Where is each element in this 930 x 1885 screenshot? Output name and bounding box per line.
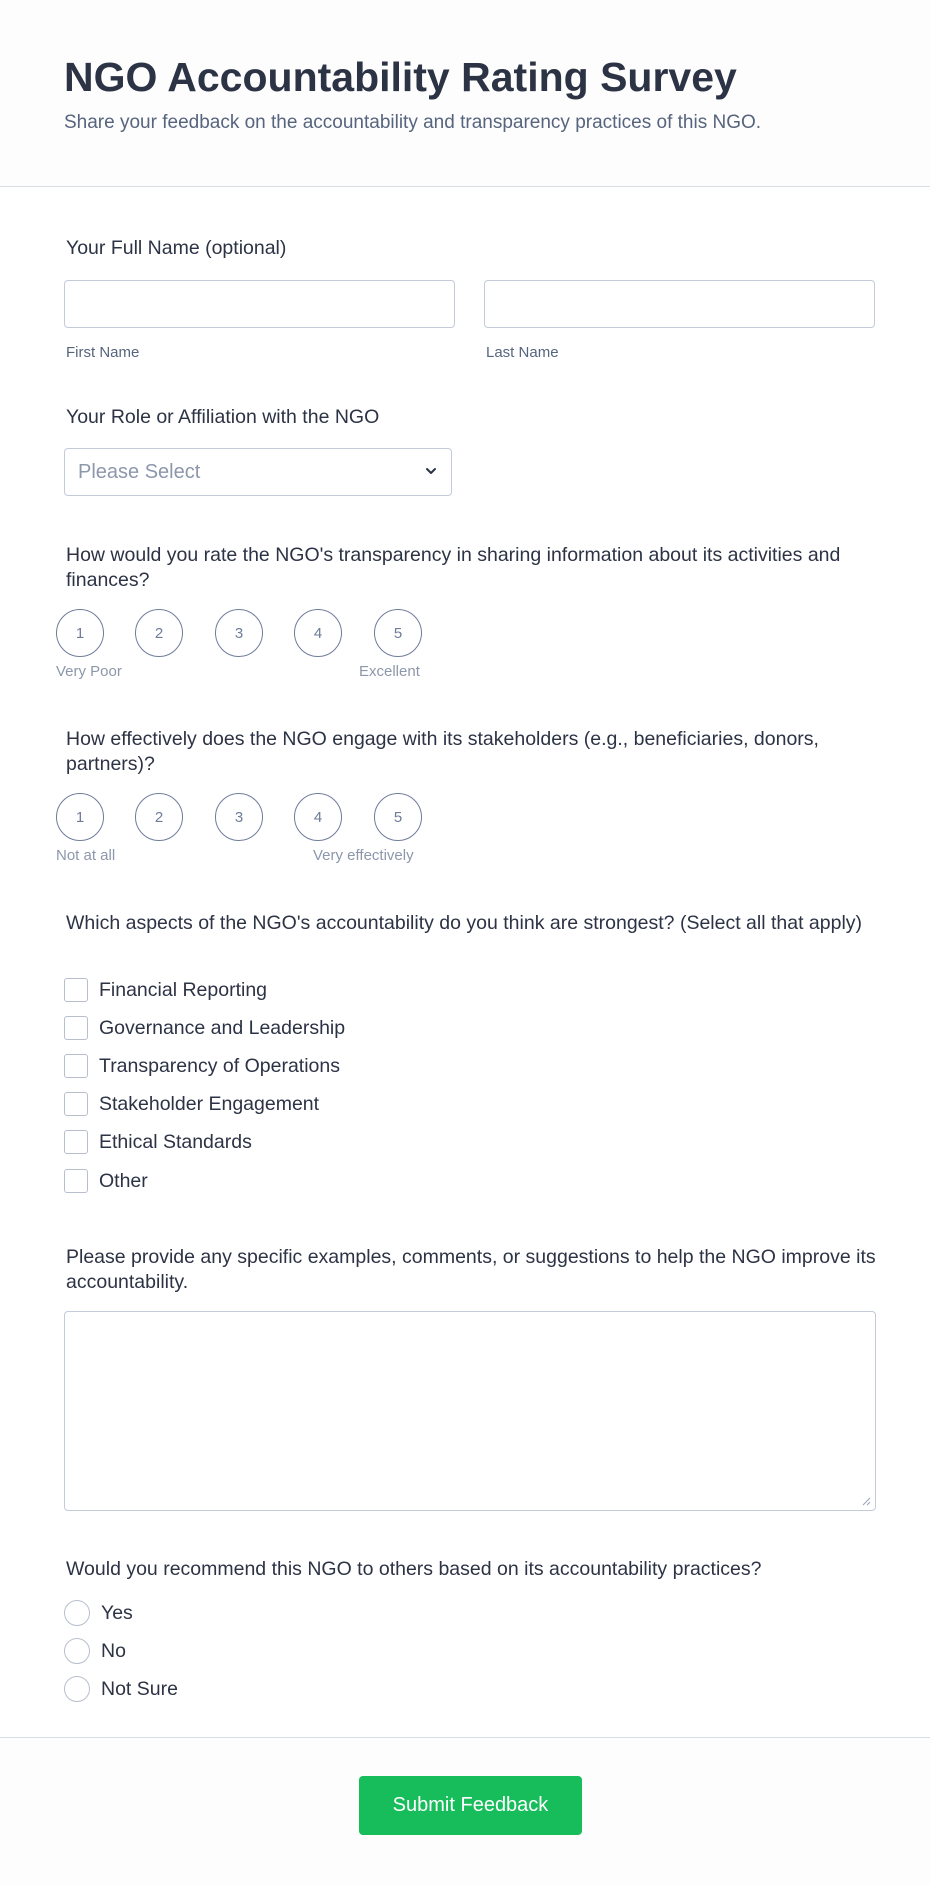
recommend-option-label: Not Sure [101, 1677, 178, 1700]
recommend-option[interactable] [64, 1676, 178, 1702]
engagement-label: How effectively does the NGO engage with its stakeholders (e.g., beneficiaries, donors, partners)? [66, 728, 819, 775]
recommend-option-label: No [101, 1639, 126, 1662]
radio[interactable] [64, 1638, 90, 1664]
recommend-option-label: Yes [101, 1601, 133, 1624]
form-header [0, 0, 930, 187]
last-name-sublabel: Last Name [486, 344, 559, 361]
first-name-sublabel: First Name [66, 344, 140, 361]
transparency-min-caption: Very Poor [56, 663, 122, 680]
transparency-max-caption: Excellent [359, 663, 420, 680]
aspect-option-label: Governance and Leadership [99, 1016, 346, 1039]
survey-form [0, 187, 930, 1735]
first-name-input[interactable] [64, 280, 455, 328]
radio[interactable] [64, 1676, 90, 1702]
aspect-option-label: Financial Reporting [99, 978, 268, 1001]
role-select[interactable] [64, 448, 452, 496]
checkbox[interactable] [64, 1092, 88, 1116]
checkbox[interactable] [64, 978, 88, 1002]
page-subtitle: Share your feedback on the accountability and transparency practices of this NGO. [64, 112, 762, 133]
aspect-option-label: Ethical Standards [99, 1130, 252, 1153]
aspect-option[interactable] [64, 1091, 319, 1117]
engagement-rating-5[interactable]: 5 [374, 793, 422, 841]
engagement-rating-3[interactable]: 3 [215, 793, 263, 841]
aspect-option[interactable] [64, 1129, 252, 1155]
role-select-value: Please Select [78, 461, 201, 483]
recommend-option[interactable] [64, 1600, 133, 1626]
resize-grip-icon[interactable] [861, 1496, 871, 1506]
aspect-option[interactable] [64, 977, 267, 1003]
transparency-rating-4[interactable]: 4 [294, 609, 342, 657]
engagement-min-caption: Not at all [56, 847, 116, 864]
aspect-option-label: Stakeholder Engagement [99, 1092, 320, 1115]
transparency-rating-3[interactable]: 3 [215, 609, 263, 657]
checkbox[interactable] [64, 1054, 88, 1078]
transparency-rating-1[interactable]: 1 [56, 609, 104, 657]
engagement-max-caption: Very effectively [313, 847, 414, 864]
full-name-label: Your Full Name (optional) [66, 237, 287, 259]
aspect-option[interactable] [64, 1168, 148, 1194]
checkbox[interactable] [64, 1016, 88, 1040]
aspects-label: Which aspects of the NGO's accountability do you think are strongest? (Select all that apply) [66, 912, 863, 934]
checkbox[interactable] [64, 1130, 88, 1154]
role-label: Your Role or Affiliation with the NGO [66, 406, 380, 428]
last-name-input[interactable] [484, 280, 875, 328]
transparency-rating-5[interactable]: 5 [374, 609, 422, 657]
recommend-option[interactable] [64, 1638, 126, 1664]
transparency-rating-2[interactable]: 2 [135, 609, 183, 657]
radio[interactable] [64, 1600, 90, 1626]
engagement-rating-1[interactable]: 1 [56, 793, 104, 841]
aspect-option[interactable] [64, 1053, 340, 1079]
comments-textarea[interactable] [64, 1311, 876, 1511]
aspect-option[interactable] [64, 1015, 345, 1041]
recommend-label: Would you recommend this NGO to others based on its accountability practices? [66, 1558, 762, 1580]
transparency-label: How would you rate the NGO's transparency in sharing information about its activities and finances? [66, 544, 841, 591]
submit-button[interactable]: Submit Feedback [359, 1776, 582, 1835]
page-title: NGO Accountability Rating Survey [64, 54, 737, 100]
form-footer [0, 1737, 930, 1885]
comments-label: Please provide any specific examples, comments, or suggestions to help the NGO improve its accountability. [66, 1246, 876, 1293]
checkbox[interactable] [64, 1169, 88, 1193]
engagement-rating-2[interactable]: 2 [135, 793, 183, 841]
aspect-option-label: Transparency of Operations [99, 1054, 340, 1077]
aspect-option-label: Other [99, 1169, 148, 1192]
chevron-down-icon [423, 463, 439, 479]
engagement-rating-4[interactable]: 4 [294, 793, 342, 841]
